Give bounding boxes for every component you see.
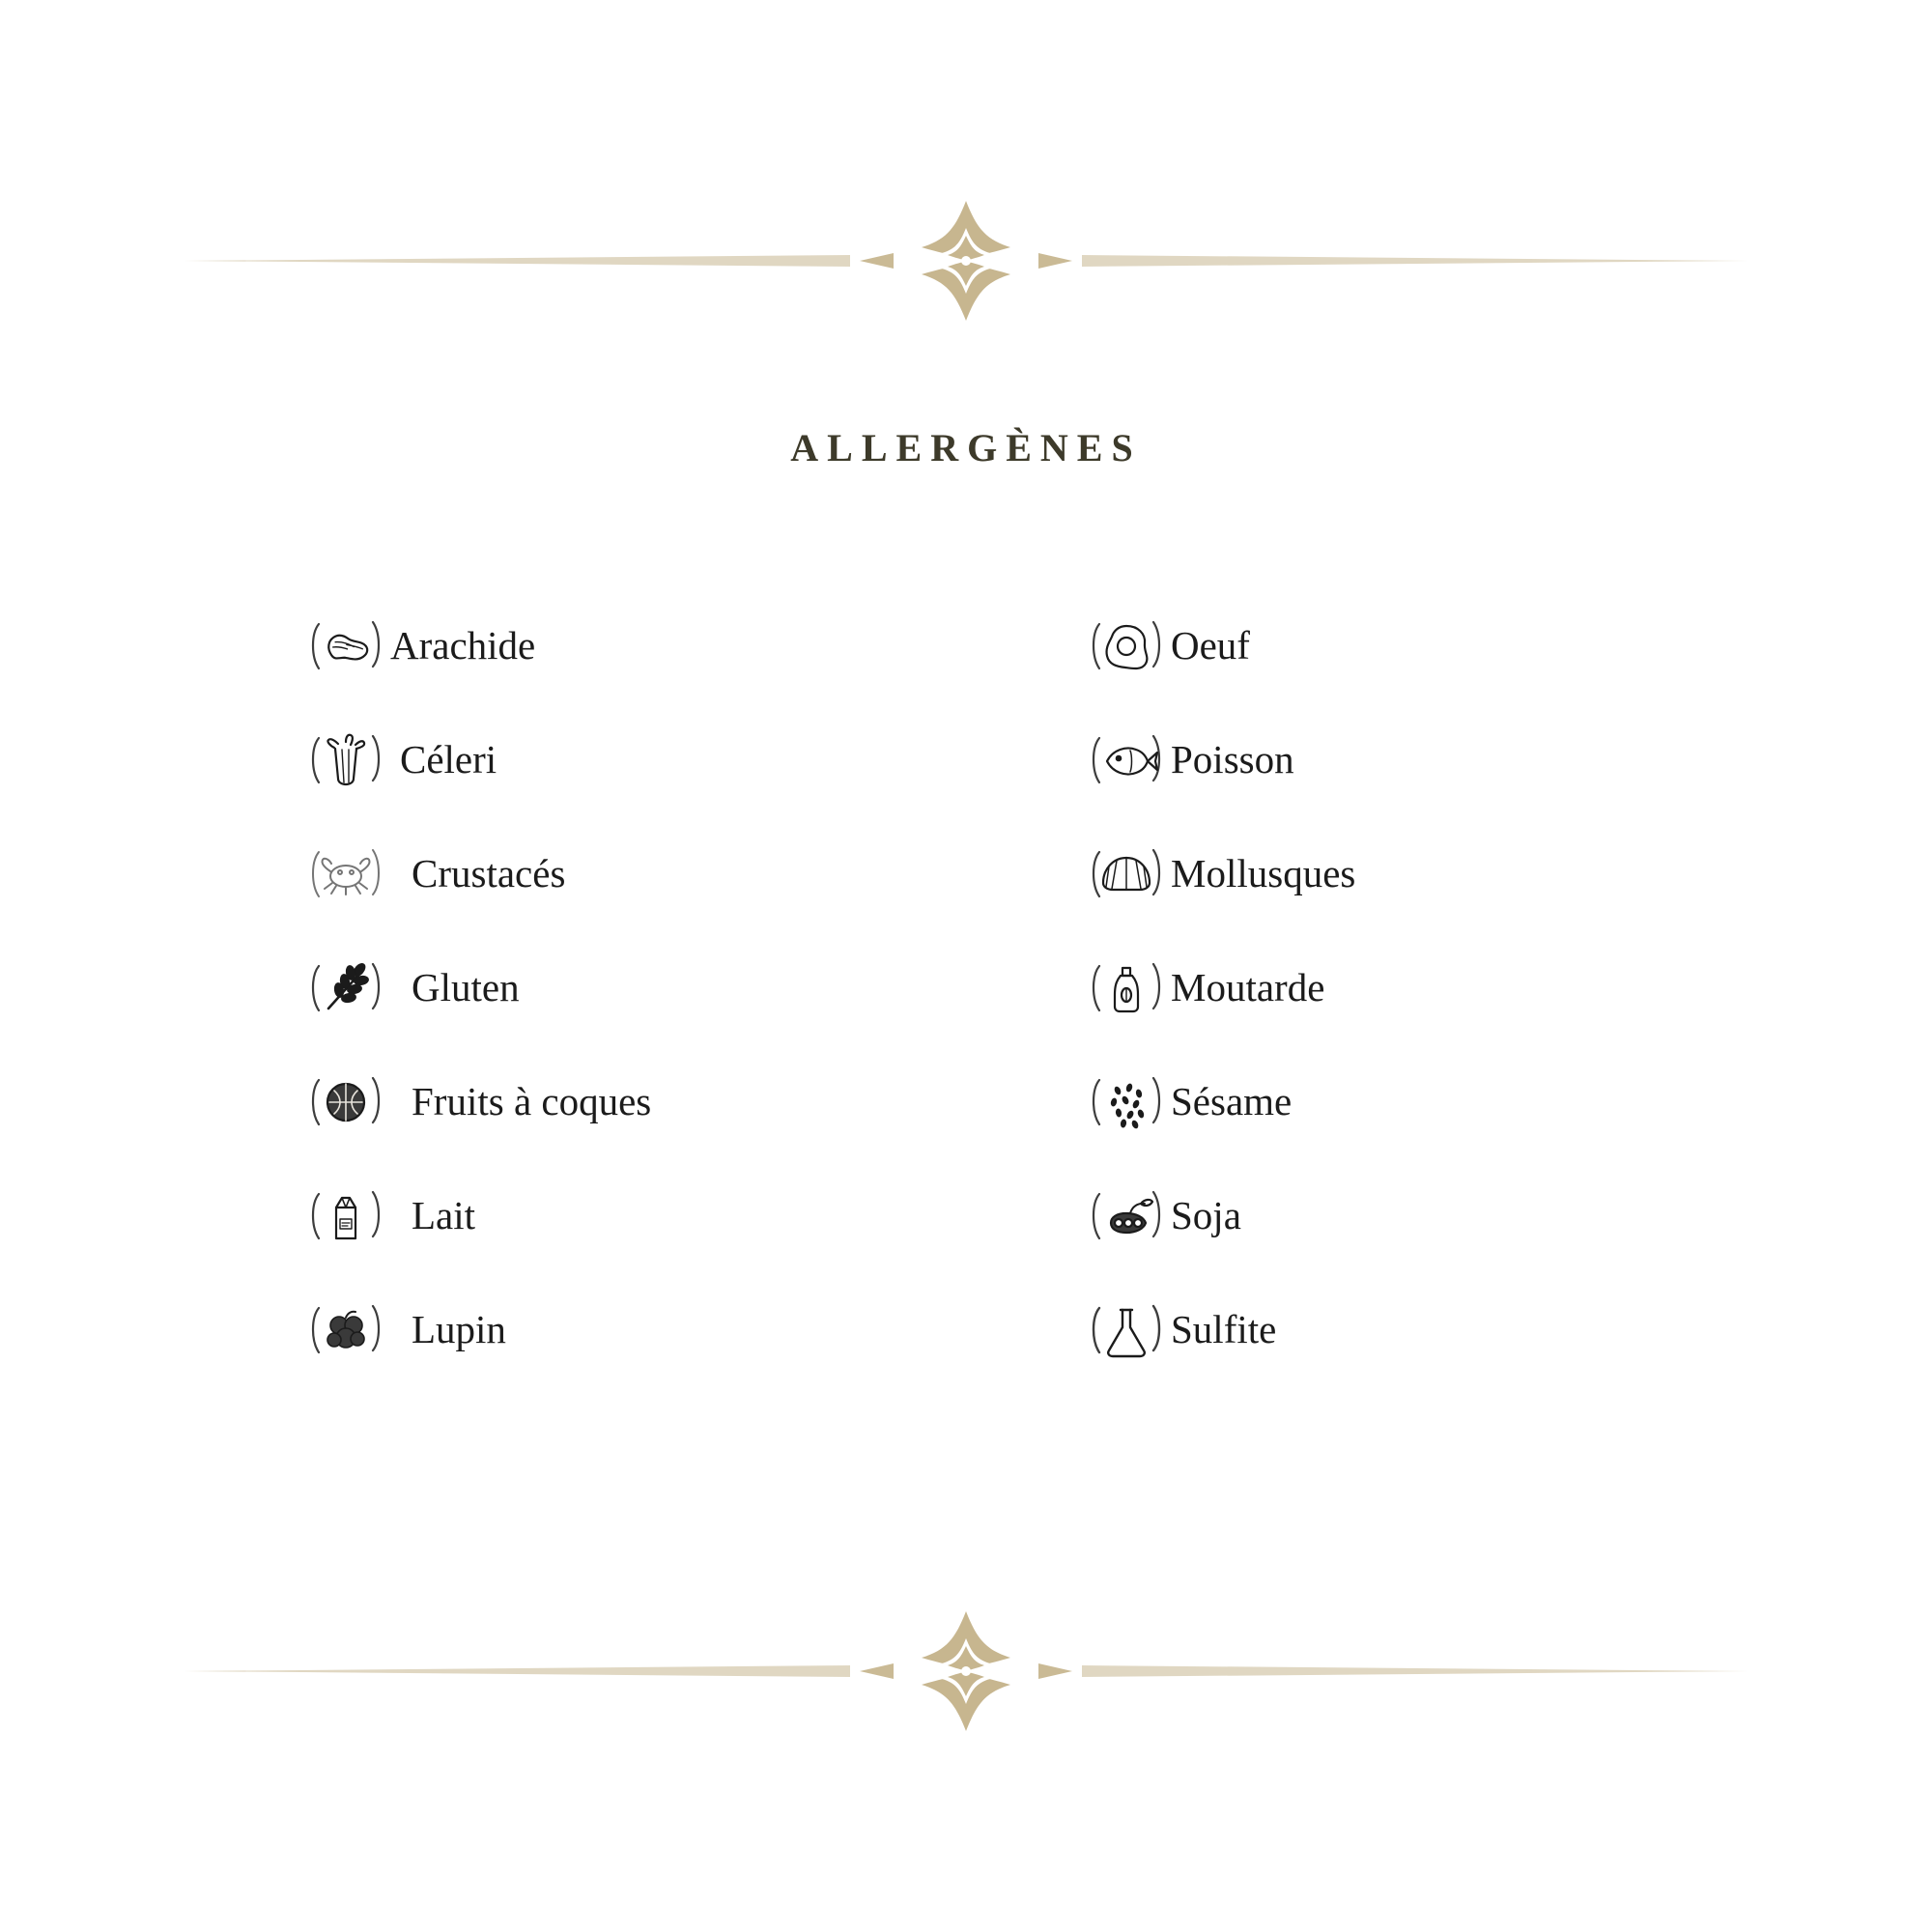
allergen-item-arachide xyxy=(301,602,842,689)
allergen-label: Lait xyxy=(412,1192,476,1237)
walnut-icon xyxy=(301,1058,390,1145)
allergen-label: Gluten xyxy=(412,964,520,1009)
allergen-item-celeri xyxy=(301,716,842,803)
allergen-item-lupin xyxy=(301,1286,842,1373)
shell-icon xyxy=(1082,830,1171,917)
allergens-columns xyxy=(290,602,1642,1373)
allergen-label: Crustacés xyxy=(412,850,566,895)
allergen-label: Arachide xyxy=(390,622,536,668)
allergen-item-poisson xyxy=(1082,716,1623,803)
allergen-item-fruits-a-coques xyxy=(301,1058,842,1145)
allergen-label: Poisson xyxy=(1171,736,1294,781)
flask-icon xyxy=(1082,1286,1171,1373)
page-title: ALLERGÈNES xyxy=(790,426,1142,469)
peanut-icon xyxy=(301,602,390,689)
wheat-icon xyxy=(301,944,390,1031)
fish-icon xyxy=(1082,716,1171,803)
soy-beans-icon xyxy=(1082,1172,1171,1259)
allergen-item-crustaces xyxy=(301,830,842,917)
allergens-right-column xyxy=(1082,602,1623,1373)
top-ornament-divider xyxy=(184,193,1748,328)
allergen-label: Soja xyxy=(1171,1192,1241,1237)
allergens-left-column xyxy=(301,602,842,1373)
fried-egg-icon xyxy=(1082,602,1171,689)
allergen-label: Sulfite xyxy=(1171,1306,1277,1351)
crab-icon xyxy=(301,830,390,917)
allergen-label: Sésame xyxy=(1171,1078,1293,1123)
milk-carton-icon xyxy=(301,1172,390,1259)
allergen-item-oeuf xyxy=(1082,602,1623,689)
allergen-item-moutarde xyxy=(1082,944,1623,1031)
allergen-label: Mollusques xyxy=(1171,850,1356,895)
allergen-item-lait xyxy=(301,1172,842,1259)
page-title-wrap xyxy=(790,425,1141,470)
allergen-label: Oeuf xyxy=(1171,622,1250,668)
allergen-label: Lupin xyxy=(412,1306,506,1351)
allergen-item-sesame xyxy=(1082,1058,1623,1145)
allergen-item-sulfite xyxy=(1082,1286,1623,1373)
allergen-label: Céleri xyxy=(400,736,497,781)
allergen-label: Fruits à coques xyxy=(412,1078,652,1123)
allergen-item-soja xyxy=(1082,1172,1623,1259)
bottom-ornament-divider xyxy=(184,1604,1748,1739)
allergen-item-gluten xyxy=(301,944,842,1031)
allergen-label: Moutarde xyxy=(1171,964,1325,1009)
sesame-seeds-icon xyxy=(1082,1058,1171,1145)
allergen-item-mollusques xyxy=(1082,830,1623,917)
celery-icon xyxy=(301,716,390,803)
mustard-bottle-icon xyxy=(1082,944,1171,1031)
lupin-icon xyxy=(301,1286,390,1373)
